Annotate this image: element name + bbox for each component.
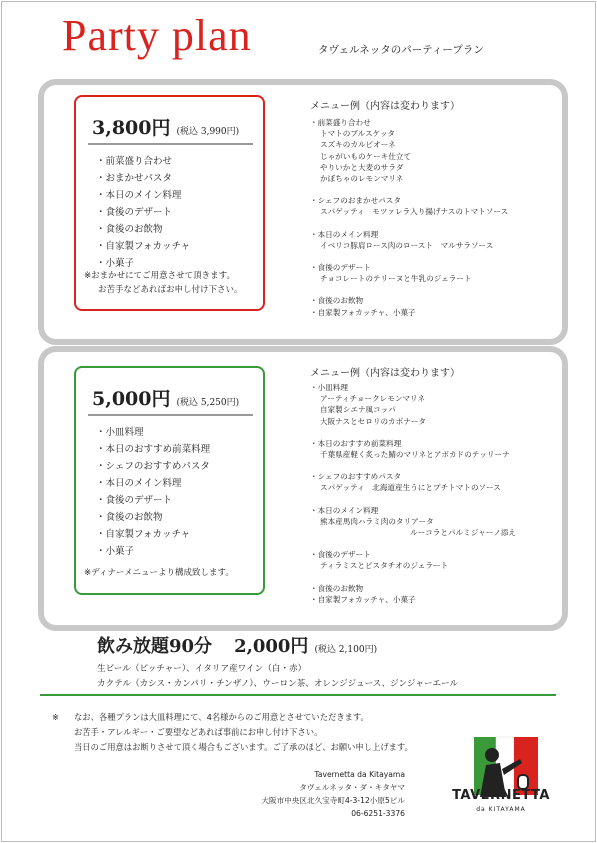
course-item: ・ 自家製フォカッチャ — [96, 526, 210, 543]
restaurant-tel: 06-6251-3376 — [351, 809, 405, 818]
menu-dish: やりいかと大麦のサラダ — [320, 162, 404, 172]
logo-name: TAVERNETTA — [452, 788, 550, 803]
menu-dish: 熊本産馬肉ハラミ肉のタリアータ — [320, 516, 434, 526]
drink-list-2: カクテル（カシス・カンパリ・チンザノ）、ウーロン茶、オレンジジュース、ジンジャーエール — [97, 679, 459, 689]
plan-5000-menu-title: メニュー例（内容は変わります） — [310, 368, 460, 379]
plan-3800-panel — [38, 79, 568, 345]
menu-dish: スパゲッティ モツァレラ入り揚げナスのトマトソース — [320, 207, 509, 217]
restaurant-street: 大阪市中央区北久宝寺町4-3-12小原5ビル — [261, 796, 405, 805]
plan-3800-tax: (税込 3,990円) — [176, 127, 240, 137]
plan-5000-menu-example — [310, 382, 516, 616]
course-item: ・ 小皿料理 — [96, 424, 210, 441]
plan-5000-note: ※ディナーメニューより構成致します。 — [84, 568, 234, 578]
menu-dish: かぼちゃのレモンマリネ — [320, 174, 404, 184]
plan-3800-menu-title: メニュー例（内容は変わります） — [310, 101, 460, 112]
plan-3800-price: 3,800円 (税込 3,990円) — [92, 117, 240, 139]
menu-group-heading: ・ 本日のメイン料理 — [310, 505, 516, 516]
divider — [88, 414, 253, 416]
course-item: ・ 本日のおすすめ前菜料理 — [96, 441, 210, 458]
menu-dish: 大阪ナスとセロリのカポナータ — [320, 416, 427, 426]
menu-group — [310, 117, 508, 184]
drink-list-1: 生ビール（ピッチャー）、イタリア産ワイン（白・赤） — [97, 664, 307, 674]
plan-5000-course-list — [96, 424, 210, 560]
menu-dish: スパゲッティ 北海道産生うにとプチトマトのソース — [320, 483, 501, 493]
menu-group — [310, 195, 508, 217]
menu-dish: ティラミスとピスタチオのジェラート — [320, 561, 449, 571]
plan-5000-tax: (税込 5,250円) — [176, 398, 240, 408]
course-item: ・ 自家製フォカッチャ — [96, 238, 190, 255]
page-title: Party plan — [62, 11, 252, 60]
plan-3800-course-list — [96, 153, 190, 272]
plan-3800-note: ※おまかせにてご用意させて頂きます。 お苦手などあればお申し付け下さい。 — [84, 271, 243, 295]
footnote-mark: ※ — [52, 712, 59, 722]
course-item: ・ 本日のメイン料理 — [96, 187, 190, 204]
course-item: ・ 食後のお飲物 — [96, 509, 210, 526]
menu-dish: チョコレートのテリーヌと牛乳のジェラート — [320, 274, 472, 284]
menu-group — [310, 295, 508, 317]
menu-group-heading: ・ 自家製フォカッチャ、小菓子 — [310, 307, 508, 318]
menu-group — [310, 382, 516, 427]
menu-group — [310, 583, 516, 605]
drink-tax: (税込 2,100円) — [314, 645, 378, 655]
menu-group-heading: ・ 前菜盛り合わせ — [310, 117, 508, 128]
page-subtitle: タヴェルネッタのパーティープラン — [318, 44, 484, 56]
menu-group — [310, 438, 516, 460]
menu-dish: 千葉県産軽く炙った鯖のマリネとアボカドのテッリーナ — [320, 450, 510, 460]
plan-5000-price: 5,000円 (税込 5,250円) — [92, 388, 240, 410]
menu-dish: じゃがいものケーキ仕立て — [320, 151, 412, 161]
course-item: ・ 本日のメイン料理 — [96, 475, 210, 492]
course-item: ・ 小菓子 — [96, 543, 210, 560]
menu-group — [310, 471, 516, 493]
course-item: ・ 食後のデザート — [96, 492, 210, 509]
all-you-can-drink-title: 飲み放題90分 2,000円 (税込 2,100円) — [97, 636, 378, 657]
green-divider — [40, 694, 556, 696]
tavernetta-logo-icon — [432, 720, 552, 820]
menu-group-heading: ・ 小皿料理 — [310, 382, 516, 393]
menu-group-heading: ・ シェフのおまかせパスタ — [310, 195, 508, 206]
restaurant-name-en: Tavernetta da Kitayama — [314, 770, 405, 779]
menu-group-heading: ・ 食後のデザート — [310, 262, 508, 273]
course-item: ・ 食後のデザート — [96, 204, 190, 221]
menu-dish: トマトのブルスケッタ — [320, 129, 396, 139]
menu-group — [310, 505, 516, 539]
menu-group-heading: ・ 本日のメイン料理 — [310, 229, 508, 240]
course-item: ・ 食後のお飲物 — [96, 221, 190, 238]
course-item: ・ 前菜盛り合わせ — [96, 153, 190, 170]
restaurant-address — [261, 768, 405, 820]
drink-price: 2,000円 — [234, 636, 309, 657]
menu-group-heading: ・ 食後のお飲物 — [310, 583, 516, 594]
menu-dish: スズキのカルピオーネ — [320, 140, 396, 150]
menu-group — [310, 229, 508, 251]
plan-5000-box — [74, 366, 265, 595]
menu-group — [310, 549, 516, 571]
menu-dish: アーティチョークレモンマリネ — [320, 394, 426, 404]
menu-dish: イベリコ豚肩ロース肉のロースト マルサラソース — [320, 240, 494, 250]
menu-group-heading: ・ シェフのおすすめパスタ — [310, 471, 516, 482]
menu-group-heading: ・ 本日のおすすめ前菜料理 — [310, 438, 516, 449]
menu-group-heading: ・ 食後のお飲物 — [310, 295, 508, 306]
restaurant-name-ja: タヴェルネッタ・ダ・キタヤマ — [299, 783, 405, 792]
course-item: ・ おまかせパスタ — [96, 170, 190, 187]
footnote: ※ なお、各種プランは大皿料理にて、4名様からのご用意とさせていただきます。 お苦手・アレルギー・ご要望などあれば事前にお申し付け下さい。 当日のご用意はお断りさせて頂く場合もございます。ご了承のほど、お願い申し上げます。 — [52, 712, 413, 752]
plan-3800-box — [74, 95, 265, 311]
menu-dish: ルーコラとパルミジャーノ添え — [410, 528, 517, 538]
divider — [88, 143, 253, 145]
menu-group-heading: ・ 食後のデザート — [310, 549, 516, 560]
menu-dish: 自家製シエナ風コッパ — [320, 405, 396, 415]
course-item: ・ 小菓子 — [96, 255, 190, 272]
plan-5000-panel — [38, 346, 568, 631]
logo-subname: da KITAYAMA — [476, 806, 526, 813]
plan-3800-menu-example — [310, 117, 508, 329]
menu-group — [310, 262, 508, 284]
menu-group-heading: ・ 自家製フォカッチャ、小菓子 — [310, 594, 516, 605]
course-item: ・ シェフのおすすめパスタ — [96, 458, 210, 475]
